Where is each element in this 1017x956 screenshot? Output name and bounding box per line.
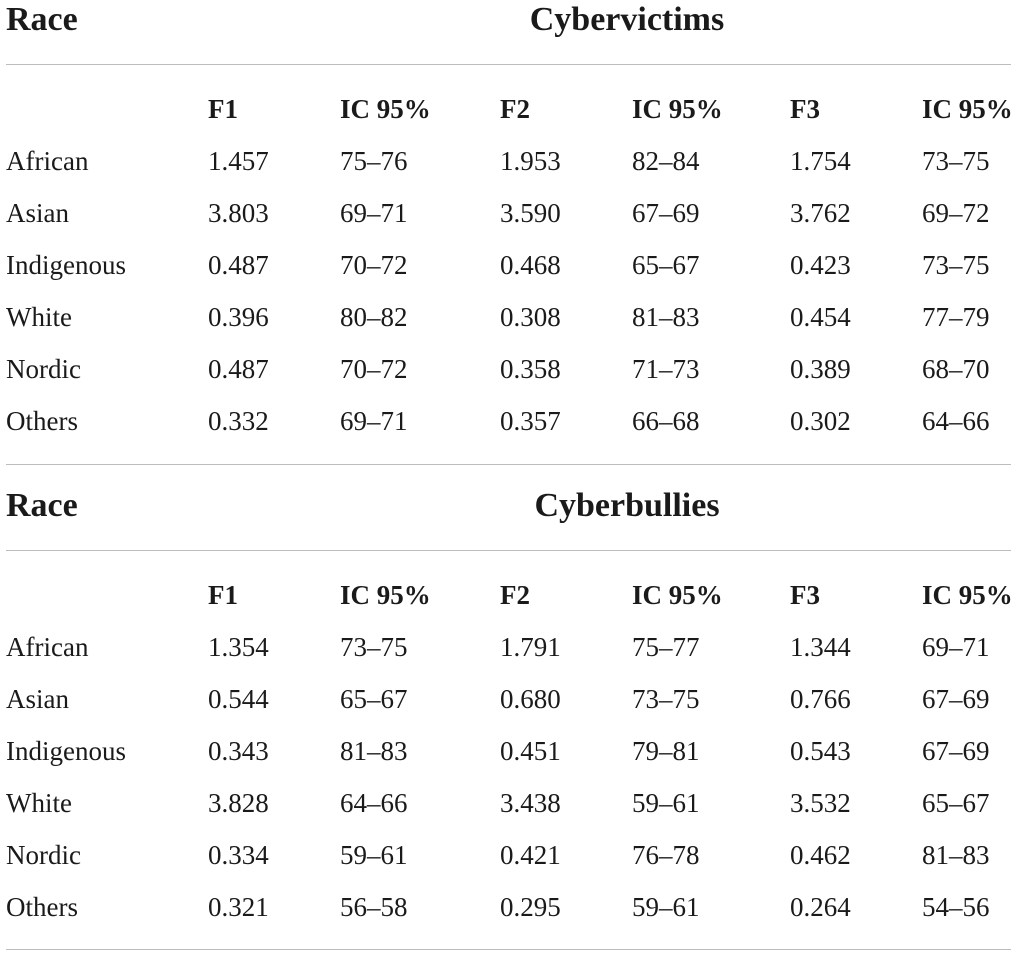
table-row (0, 628, 1017, 680)
table-cell: 64–66 (340, 788, 408, 818)
table-cell: 0.302 (790, 406, 851, 436)
table-cell: 0.358 (500, 354, 561, 384)
table-cell: 0.308 (500, 302, 561, 332)
row-label: Indigenous (6, 736, 126, 766)
table-cell: 77–79 (922, 302, 990, 332)
table-cell: 3.803 (208, 198, 269, 228)
group-title: Cybervictims (529, 1, 725, 38)
table-cell: 0.295 (500, 892, 561, 922)
table-cell: 81–83 (632, 302, 700, 332)
table-row (0, 246, 1017, 298)
table-cell: 65–67 (922, 788, 990, 818)
table-row (0, 298, 1017, 350)
table-cell: 1.754 (790, 146, 851, 176)
table-cell: 67–69 (922, 684, 990, 714)
row-label: Asian (6, 684, 69, 714)
divider (6, 550, 1011, 551)
table-cell: 69–72 (922, 198, 990, 228)
table-cell: 66–68 (632, 406, 700, 436)
table-cell: 0.421 (500, 840, 561, 870)
table-row (0, 888, 1017, 940)
section-title-row (0, 0, 1017, 40)
table-cell: 67–69 (922, 736, 990, 766)
column-header: F3 (790, 580, 820, 610)
row-label: White (6, 788, 72, 818)
row-label: Indigenous (6, 250, 126, 280)
column-header: IC 95% (340, 580, 431, 610)
table-cell: 75–77 (632, 632, 700, 662)
row-label: White (6, 302, 72, 332)
table-cell: 64–66 (922, 406, 990, 436)
table-row (0, 194, 1017, 246)
table-cell: 81–83 (922, 840, 990, 870)
column-header: F1 (208, 94, 238, 124)
table-cell: 70–72 (340, 354, 408, 384)
column-header: IC 95% (340, 94, 431, 124)
table-cell: 73–75 (922, 146, 990, 176)
column-header: IC 95% (922, 580, 1013, 610)
table-cell: 69–71 (340, 406, 408, 436)
table-cell: 76–78 (632, 840, 700, 870)
table-cell: 0.462 (790, 840, 851, 870)
table-cell: 0.454 (790, 302, 851, 332)
row-label: Nordic (6, 354, 81, 384)
table-cell: 81–83 (340, 736, 408, 766)
table-section-cyberbullies (0, 486, 1017, 922)
table-cell: 0.389 (790, 354, 851, 384)
table-section-cybervictims (0, 0, 1017, 436)
divider (6, 64, 1011, 65)
table-row (0, 350, 1017, 402)
table-cell: 3.828 (208, 788, 269, 818)
column-header-row (0, 576, 1017, 628)
divider (6, 949, 1011, 950)
table-cell: 73–75 (340, 632, 408, 662)
table-cell: 79–81 (632, 736, 700, 766)
table-cell: 70–72 (340, 250, 408, 280)
table-cell: 73–75 (632, 684, 700, 714)
table-cell: 0.396 (208, 302, 269, 332)
column-header: IC 95% (632, 580, 723, 610)
table-row (0, 402, 1017, 454)
table-cell: 1.457 (208, 146, 269, 176)
table-row (0, 836, 1017, 888)
table-row (0, 784, 1017, 836)
row-label: Others (6, 406, 78, 436)
table-cell: 3.438 (500, 788, 561, 818)
row-header-label: Race (6, 487, 78, 524)
table-cell: 0.766 (790, 684, 851, 714)
table-cell: 3.532 (790, 788, 851, 818)
table-cell: 82–84 (632, 146, 700, 176)
row-label: African (6, 146, 89, 176)
column-header-row (0, 90, 1017, 142)
table-body (0, 576, 1017, 940)
table-cell: 0.264 (790, 892, 851, 922)
row-label: Others (6, 892, 78, 922)
table-cell: 0.543 (790, 736, 851, 766)
table-cell: 68–70 (922, 354, 990, 384)
row-label: Nordic (6, 840, 81, 870)
column-header: F1 (208, 580, 238, 610)
table-cell: 0.423 (790, 250, 851, 280)
table-body (0, 90, 1017, 454)
table-cell: 0.487 (208, 354, 269, 384)
table-cell: 0.487 (208, 250, 269, 280)
table-cell: 65–67 (632, 250, 700, 280)
row-label: African (6, 632, 89, 662)
table-cell: 0.334 (208, 840, 269, 870)
column-header: F3 (790, 94, 820, 124)
table-cell: 59–61 (632, 788, 700, 818)
table-row (0, 732, 1017, 784)
table-cell: 75–76 (340, 146, 408, 176)
table-cell: 0.544 (208, 684, 269, 714)
table-cell: 54–56 (922, 892, 990, 922)
column-header: IC 95% (922, 94, 1013, 124)
table-cell: 3.762 (790, 198, 851, 228)
table-row (0, 142, 1017, 194)
column-header: F2 (500, 580, 530, 610)
table-cell: 0.321 (208, 892, 269, 922)
table-cell: 59–61 (340, 840, 408, 870)
table-cell: 69–71 (922, 632, 990, 662)
divider (6, 464, 1011, 465)
column-header: F2 (500, 94, 530, 124)
table-cell: 80–82 (340, 302, 408, 332)
table-cell: 0.468 (500, 250, 561, 280)
column-header: IC 95% (632, 94, 723, 124)
table-cell: 0.680 (500, 684, 561, 714)
table-cell: 67–69 (632, 198, 700, 228)
group-title: Cyberbullies (534, 487, 720, 524)
table-cell: 69–71 (340, 198, 408, 228)
table-cell: 73–75 (922, 250, 990, 280)
table-cell: 1.344 (790, 632, 851, 662)
section-title-row (0, 486, 1017, 526)
table-row (0, 680, 1017, 732)
table-cell: 3.590 (500, 198, 561, 228)
table-cell: 59–61 (632, 892, 700, 922)
table-cell: 0.343 (208, 736, 269, 766)
table-cell: 56–58 (340, 892, 408, 922)
table-cell: 1.791 (500, 632, 561, 662)
row-header-label: Race (6, 1, 78, 38)
table-cell: 1.953 (500, 146, 561, 176)
table-cell: 1.354 (208, 632, 269, 662)
table-cell: 0.357 (500, 406, 561, 436)
table-cell: 0.451 (500, 736, 561, 766)
row-label: Asian (6, 198, 69, 228)
table-cell: 65–67 (340, 684, 408, 714)
table-cell: 71–73 (632, 354, 700, 384)
table-cell: 0.332 (208, 406, 269, 436)
